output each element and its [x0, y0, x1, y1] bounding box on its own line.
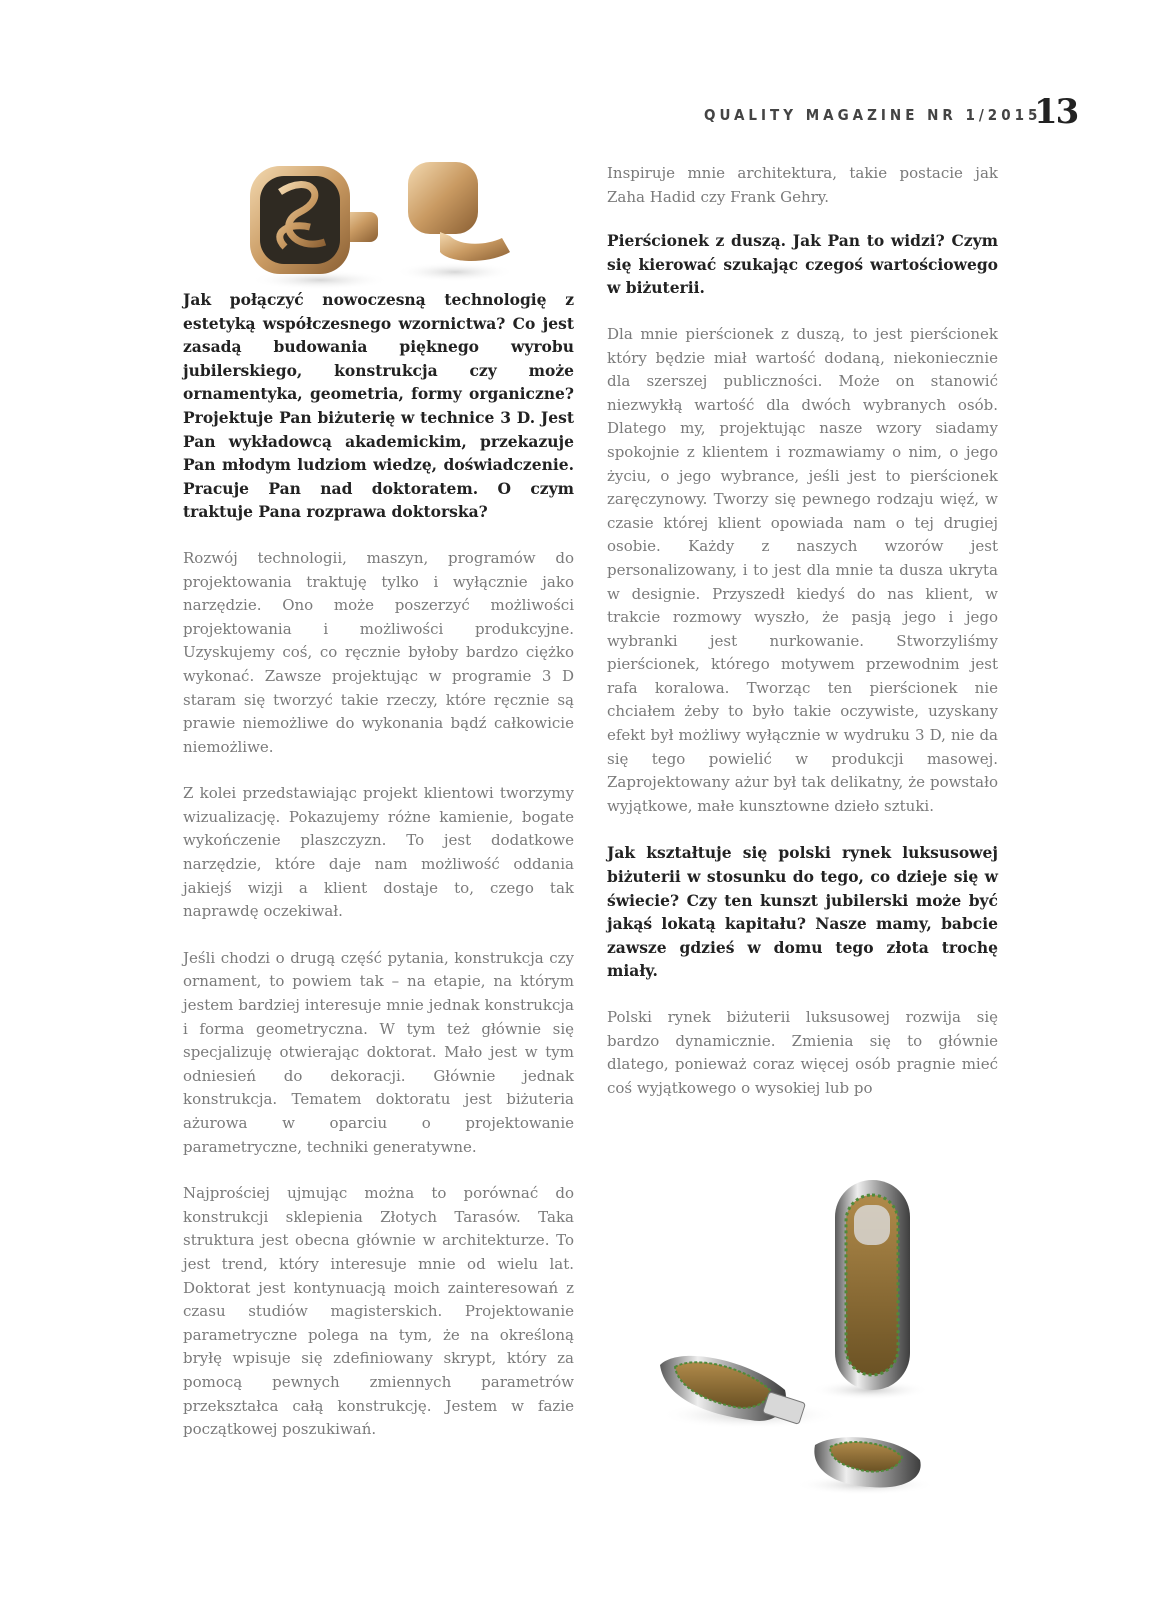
answer-paragraph: Najprościej ujmując można to porównać do konstrukcji sklepienia Złotych Tarasów. Taka struktura jest obecna głównie w architekturze. To jest trend, który interesuje mnie od wielu lat. Doktorat jest kontynuacją moich zainteresowań z czasu studiów magisterskich. Projektowanie parametryczne polega na tym, że na określoną bryłę wpisuje się zdefiniowany skrypt, który za pomocą pewnych zmiennych parametrów przekształca całą konstrukcję. Jestem w fazie początkowej poszukiwań.: [183, 1184, 574, 1439]
interview-question: Jak połączyć nowoczesną technologię z estetyką współczesnego wzornictwa? Co jest zasadą budowania pięknego wyrobu jubilerskiego, konstrukcja czy może ornamentyka, geometria, formy organiczne? Projektuje Pan biżuterię w technice 3 D. Jest Pan wykładowcą akademickim, przekazuje Pan młodym ludziom wiedzę, doświadczenie. Pracuje Pan nad doktoratem. O czym traktuje Pana rozprawa doktorska?: [183, 290, 574, 522]
interview-question: Pierścionek z duszą. Jak Pan to widzi? Czym się kierować szukając czegoś wartościowego w biżuterii.: [607, 231, 998, 298]
interview-question: Jak kształtuje się polski rynek luksusowej biżuterii w stosunku do tego, co dzieje się w świecie? Czy ten kunszt jubilerski może być jakąś lokatą kapitału? Nasze mamy, babcie zawsze gdzieś w domu tego złota trochę miały.: [607, 843, 998, 981]
page-number: 13: [1034, 92, 1078, 132]
magazine-name: QUALITY MAGAZINE NR 1/2015: [704, 106, 1042, 124]
answer-paragraph: Dla mnie pierścionek z duszą, to jest pierścionek który będzie miał wartość dodaną, niekoniecznie dla szerszej publiczności. Może on stanowić niezwykłą wartość dla dwóch wybranych osób. Dlatego my, projektując nasze wzory siadamy spokojnie z klientem i rozmawiamy o nim, o jego życiu, o jego wybrance, jeśli jest to pierścionek zaręczynowy. Tworzy się pewnego rodzaju więź, w czasie której klient opowiada nam o tej drugiej osobie. Każdy z naszych wzorów jest personalizowany, i to jest dla mnie ta dusza ukryta w designie. Przyszedł kiedyś do nas klient, w trakcie rozmowy wyszło, że pasją jego i jego wybranki jest nurkowanie. Stworzyliśmy pierścionek, którego motywem przewodnim jest rafa koralowa. Tworząc ten pierścionek nie chciałem żeby to było takie oczywiste, uzyskany efekt był możliwy wyłącznie w wydruku 3 D, nie da się tego powielić w produkcji masowej. Zaprojektowany ażur był tak delikatny, że powstało wyjątkowe, małe kunsztowne dzieło sztuki.: [607, 324, 998, 815]
answer-paragraph: Inspiruje mnie architektura, takie postacie jak Zaha Hadid czy Frank Gehry.: [607, 164, 998, 206]
answer-paragraph: Polski rynek biżuterii luksusowej rozwija się bardzo dynamicznie. Zmienia się to głównie dlatego, ponieważ coraz więcej osób pragnie mieć coś wyjątkowego o wysokiej lub po: [607, 1008, 998, 1097]
answer-paragraph: Z kolei przedstawiając projekt klientowi tworzymy wizualizację. Pokazujemy różne kamienie, bogate wykończenie plaszczyzn. To jest dodatkowe narzędzie, które daje nam możliwość oddania jakiejś wizji a klient dostaje to, czego tak naprawdę oczekiwał.: [183, 784, 574, 921]
left-column: [183, 288, 574, 1442]
cufflinks-image: [240, 152, 530, 292]
right-column: [607, 162, 998, 1100]
answer-paragraph: Jeśli chodzi o drugą część pytania, konstrukcja czy ornament, to powiem tak – na etapie, na którym jestem bardziej interesuje mnie jednak konstrukcja i forma geometryczna. W tym też głównie się specjalizuję otwierając doktorat. Mało jest w tym odniesień do dekoracji. Głównie jednak konstrukcja. Tematem doktoratu jest biżuteria ażurowa w oparciu o projektowanie parametryczne, techniki generatywne.: [183, 948, 574, 1156]
usb-jewelry-image: [640, 1175, 970, 1510]
page-header: [0, 92, 1173, 132]
answer-paragraph: Rozwój technologii, maszyn, programów do projektowania traktuję tylko i wyłącznie jako narzędzie. Ono może poszerzyć możliwości projektowania i możliwości produkcyjne. Uzyskujemy coś, co ręcznie byłoby bardzo ciężko wykonać. Zawsze projektując w programie 3 D staram się tworzyć takie rzeczy, które ręcznie są prawie niemożliwe do wykonania bądź całkowicie niemożliwe.: [183, 548, 574, 756]
